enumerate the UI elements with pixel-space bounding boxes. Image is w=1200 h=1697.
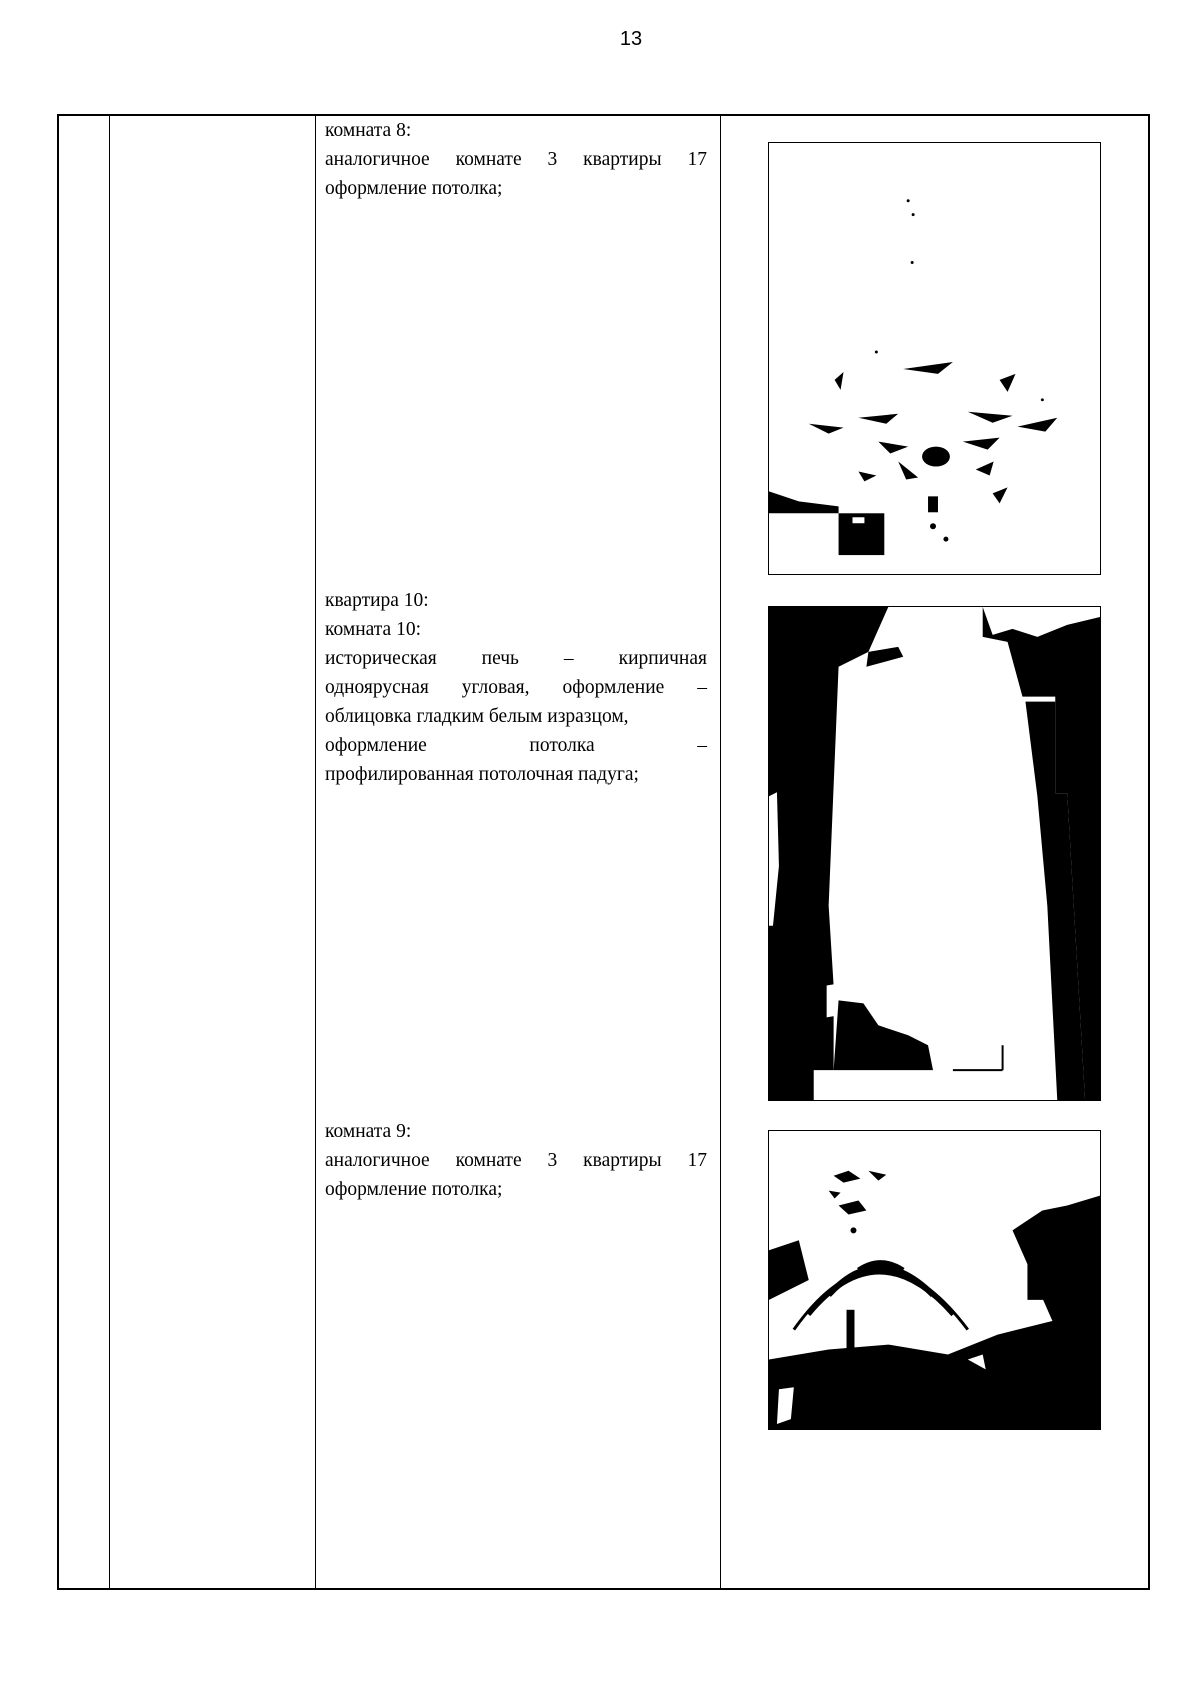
entry-heading: комната 8: (325, 120, 412, 141)
entry-text-line: историческая печь – кирпичная (325, 648, 707, 669)
entry-apartment-10-room-10 (325, 586, 707, 789)
column-divider-2 (315, 116, 316, 1588)
column-divider-3 (720, 116, 721, 1588)
ceiling-moulding-photo (768, 1130, 1101, 1430)
entry-text-line: оформление потолка – (325, 735, 707, 756)
column-divider-1 (109, 116, 110, 1588)
page-number: 13 (619, 28, 643, 50)
entry-text-line: оформление потолка; (325, 1179, 503, 1200)
entry-text-line: одноярусная угловая, оформление – (325, 677, 707, 698)
entry-text-line: аналогичное комнате 3 квартиры 17 (325, 1150, 707, 1171)
tiled-stove-photo (768, 606, 1101, 1101)
entry-room-8 (325, 116, 707, 203)
entry-subheading: комната 10: (325, 619, 421, 640)
entry-text-line: оформление потолка; (325, 178, 503, 199)
entry-heading: комната 9: (325, 1121, 412, 1142)
ceiling-rosette-photo (768, 142, 1101, 575)
entry-text-line: профилированная потолочная падуга; (325, 764, 639, 785)
entry-room-9 (325, 1117, 707, 1204)
entry-heading: квартира 10: (325, 590, 429, 611)
entry-text-line: аналогичное комнате 3 квартиры 17 (325, 149, 707, 170)
entry-text-line: облицовка гладким белым изразцом, (325, 706, 629, 727)
